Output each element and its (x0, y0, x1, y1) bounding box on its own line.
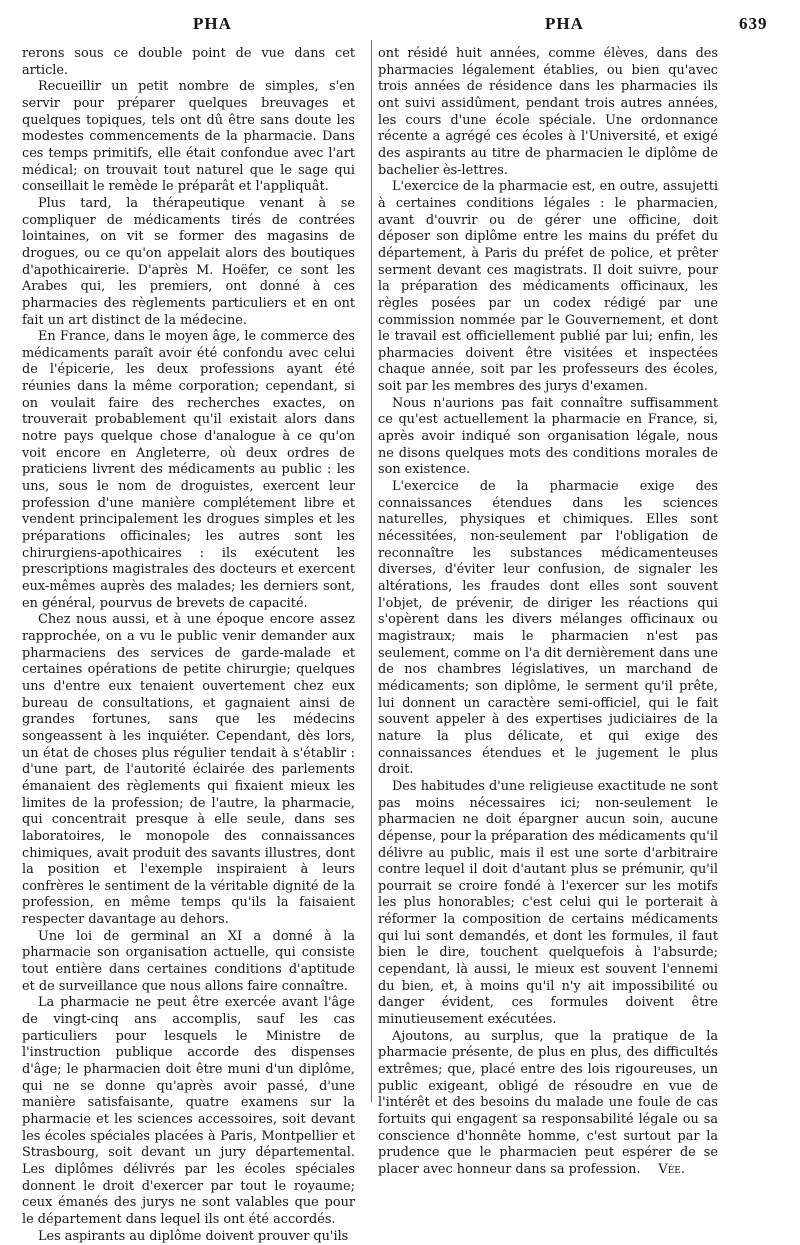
paragraph: ont résidé huit années, comme élèves, dans des pharmacies légalement établies, ou bien qu'avec trois années de résidence dans les pharmacies ils ont suivi assidûment, pendant trois autres années, les cours d'une école spéciale. Une ordonnance récente a agrégé ces écoles à l'Université, et exigé des aspirants au titre de pharmacien le diplôme de bachelier ès-lettres. (378, 46, 718, 178)
paragraph-with-signature (378, 1029, 718, 1179)
paragraph: Ajoutons, au surplus, que la pratique de la pharmacie présente, de plus en plus, des difficultés extrêmes; que, placé entre des lois rigoureuses, un public exigeant, obligé de résoudre en vue de l'intérêt et des besoins du malade une foule de cas fortuits qui engagent sa responsabilité légale ou sa conscience d'honnête homme, c'est surtout par la prudence que le pharmacien peut espérer de se placer avec honneur dans sa profession. (378, 1028, 718, 1177)
paragraph: Chez nous aussi, et à une époque encore assez rapprochée, on a vu le public venir demander aux pharmaciens des services de garde-malade et certaines opérations de petite chirurgie; quelques uns d'entre eux tenaient ouvertement chez eux bureau de consultations, et gagnaient ainsi de grandes fortunes, sans que les médecins songeassent à les inquiéter. Cependant, dès lors, un état de choses plus régulier tendait à s'établir : d'une part, de l'autorité éclairée des parlements émanaient des règlements qui fixaient mieux les limites de la profession; de l'autre, la pharmacie, qui concentrait presque à elle seule, dans ses laboratoires, le monopole des connaissances chimiques, avait produit des savants illustres, dont la position et l'exemple inspiraient à leurs confrères le sentiment de la véritable dignité de la profession, en même temps qu'ils la faisaient respecter davantage au dehors. (22, 612, 355, 928)
header-left-title: PHA (193, 14, 232, 33)
running-header (0, 14, 800, 36)
paragraph: L'exercice de la pharmacie est, en outre, assujetti à certaines conditions légales : le pharmacien, avant d'ouvrir ou de gérer une officine, doit déposer son diplôme entre les mains du préfet du département, à Paris du préfet de police, et prêter serment devant ces magistrats. Il doit suivre, pour la préparation des médicaments officinaux, les règles posées par un codex rédigé par une commission nommée par le Gouvernement, et dont le travail est officiellement publié par lui; enfin, les pharmacies doivent être visitées et inspectées chaque année, soit par les professeurs des écoles, soit par les membres des jurys d'examen. (378, 179, 718, 395)
paragraph: Les aspirants au diplôme doivent prouver qu'ils (38, 1228, 349, 1244)
paragraph: En France, dans le moyen âge, le commerce des médicaments paraît avoir été confondu avec celui de l'épicerie, les deux professions ayant été réunies dans la même corporation; cependant, si on voulait faire des recherches exactes, on trouverait probablement qu'il existait alors dans notre pays quelque chose d'analogue à ce qu'on voit encore en Angleterre, où deux ordres de praticiens livrent des médicaments au public : les uns, sous le nom de droguistes, exercent leur profession d'une manière complétement libre et vendent principalement les drogues simples et les préparations officinales; les autres sont les chirurgiens-apothicaires : ils exécutent les prescriptions magistrales des docteurs et exercent eux-mêmes auprès des malades; les derniers sont, en général, pourvus de brevets de capacité. (22, 329, 355, 611)
paragraph: Recueillir un petit nombre de simples, s'en servir pour préparer quelques breuvages et quelques topiques, tels ont dû être sans doute les modestes commencements de la pharmacie. Dans ces temps primitifs, elle était confondue avec l'art médical; on trouvait tout naturel que le sage qui conseillait le remède le préparât et l'appliquât. (22, 79, 355, 195)
page-number: 639 (739, 14, 768, 33)
paragraph: L'exercice de la pharmacie exige des connaissances étendues dans les sciences naturelles, physiques et chimiques. Elles sont nécessitées, non-seulement par l'obligation de reconnaître les substances médicamenteuses diverses, d'éviter leur confusion, de signaler les altérations, les fraudes dont elles sont souvent l'objet, de prévenir, de diriger les réactions qui s'opèrent dans les divers mélanges officinaux ou magistraux; mais le pharmacien n'est pas seulement, comme on l'a dit dernièrement dans une de nos chambres législatives, un marchand de médicaments; son diplôme, le serment qu'il prête, lui donnent un caractère semi-officiel, qui le fait souvent appeler à des expertises judiciaires de la nature la plus délicate, et qui exige des connaissances étendues et le jugement le plus droit. (378, 479, 718, 778)
paragraph: Nous n'aurions pas fait connaître suffisamment ce qu'est actuellement la pharmacie en France, si, après avoir indiqué son organisation légale, nous ne disons quelques mots des conditions morales de son existence. (378, 395, 718, 478)
paragraph: Plus tard, la thérapeutique venant à se compliquer de médicaments tirés de contrées lointaines, on vit se former des magasins de drogues, ou ce qu'on appelait alors des boutiques d'apothicairerie. D'après M. Hoëfer, ce sont les Arabes qui, les premiers, ont donné à ces pharmacies des règlements particuliers et en ont fait un art distinct de la médecine. (22, 195, 355, 328)
paragraph: rerons sous ce double point de vue dans cet article. (22, 46, 355, 78)
column-divider (371, 40, 372, 1102)
paragraph: Une loi de germinal an XI a donné à la pharmacie son organisation actuelle, qui consiste tout entière dans certaines conditions d'aptitude et de surveillance que nous allons faire connaître. (22, 928, 355, 994)
paragraph: Des habitudes d'une religieuse exactitude ne sont pas moins nécessaires ici; non-seulement le pharmacien ne doit épargner aucun soin, aucune dépense, pour la préparation des médicaments qu'il délivre au public, mais il est une sorte d'arbitraire contre lequel il doit d'autant plus se prémunir, qu'il pourrait se croire fondé à l'exercer sur les motifs les plus honorables; c'est celui qui le porterait à réformer la composition de certains médicaments qui lui sont demandés, et dont les formules, il faut bien le dire, touchent quelquefois à l'absurde; cependant, là aussi, le mieux est souvent l'ennemi du bien, et, à moins qu'il n'y ait impossibilité ou danger évident, ces formules doivent être minutieusement exécutées. (378, 778, 718, 1028)
author-signature: Vée. (658, 1161, 685, 1177)
header-right-title: PHA (545, 14, 584, 33)
right-column (378, 46, 718, 1179)
left-column (22, 46, 355, 1245)
paragraph: La pharmacie ne peut être exercée avant l'âge de vingt-cinq ans accomplis, sauf les cas particuliers pour lesquels le Ministre de l'instruction publique accorde des dispenses d'âge; le pharmacien doit être muni d'un diplôme, qui ne se donne qu'après avoir passé, d'une manière satisfaisante, quatre examens sur la pharmacie et les sciences accessoires, soit devant les écoles spéciales placées à Paris, Montpellier et Strasbourg, soit devant un jury départemental. Les diplômes délivrés par les écoles spéciales donnent le droit d'exercer par tout le royaume; ceux émanés des jurys ne sont valables que pour le département dans lequel ils ont été accordés. (22, 995, 355, 1227)
